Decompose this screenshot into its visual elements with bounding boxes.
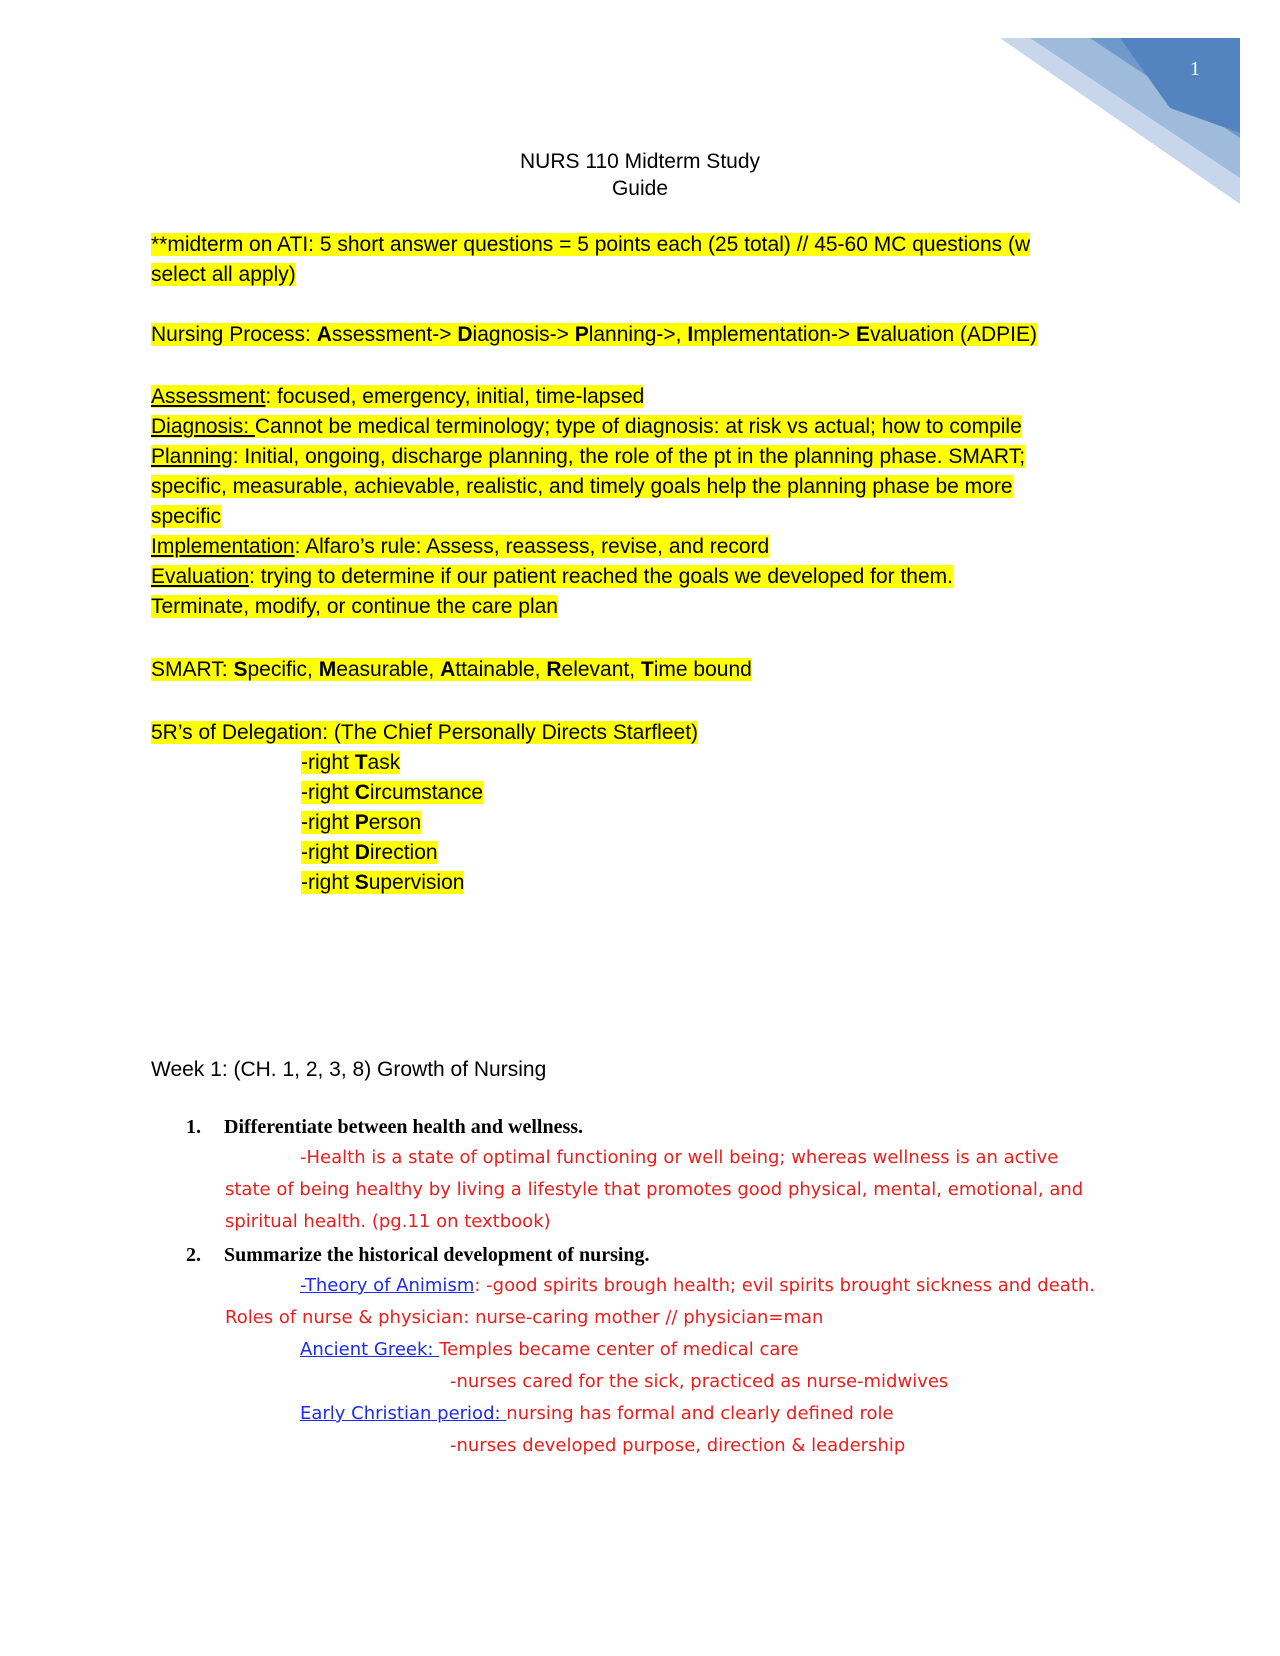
delegation-item: -right Task: [301, 751, 401, 774]
answer-line: state of being healthy by living a lifestyle that promotes good physical, mental, emotional, and: [225, 1179, 1084, 1200]
evaluation-text-2: Terminate, modify, or continue the care plan: [151, 595, 558, 618]
answer-line: spiritual health. (pg.11 on textbook): [225, 1211, 551, 1232]
smart-letter: S: [233, 658, 248, 681]
delegation: [151, 718, 1151, 898]
midterm-note: [151, 230, 1151, 290]
early-christian-period-link[interactable]: Early Christian period:: [300, 1403, 507, 1424]
smart-rest: easurable,: [336, 658, 441, 681]
delegation-item: -right Person: [301, 811, 422, 834]
question-2: [186, 1240, 650, 1270]
question-number: 1.: [186, 1116, 201, 1138]
planning-term: Planning: [151, 445, 233, 468]
delegation-item: -right Circumstance: [301, 781, 484, 804]
step-rest: ssessment->: [331, 323, 458, 346]
theory-of-animism-link[interactable]: Theory of Animism: [304, 1275, 475, 1296]
step-letter: I: [687, 323, 694, 346]
smart-letter: A: [440, 658, 456, 681]
question-text: Summarize the historical development of nursing.: [224, 1244, 650, 1266]
question-number: 2.: [186, 1244, 201, 1266]
adpie-details: [151, 382, 1151, 622]
step-letter: E: [856, 323, 871, 346]
midterm-note-line-2: select all apply): [151, 263, 296, 286]
smart-goals: [151, 655, 1151, 685]
greek-text: Temples became center of medical care: [439, 1339, 799, 1360]
answer-line: -nurses cared for the sick, practiced as nurse-midwives: [450, 1371, 949, 1392]
answer-line: [225, 1270, 1095, 1302]
answer-line: [225, 1334, 1095, 1366]
smart-letter: M: [318, 658, 337, 681]
title-line-2: Guide: [611, 177, 669, 200]
diagnosis-term: Diagnosis:: [151, 415, 255, 438]
smart-letter: T: [640, 658, 654, 681]
answer-line: -nurses developed purpose, direction & leadership: [450, 1435, 906, 1456]
implementation-term: Implementation: [151, 535, 295, 558]
animism-dash: -: [300, 1275, 305, 1296]
smart-rest: pecific,: [247, 658, 319, 681]
step-letter: A: [316, 323, 332, 346]
delegation-item: -right Supervision: [301, 871, 465, 894]
planning-text: : Initial, ongoing, discharge planning, the role of the pt in the planning phase. SMART;: [232, 445, 1026, 468]
answer-line: -Health is a state of optimal functioning or well being; whereas wellness is an active: [300, 1147, 1059, 1168]
planning-text-2: specific, measurable, achievable, realistic, and timely goals help the planning phase be more: [151, 475, 1013, 498]
week-1-heading: Week 1: (CH. 1, 2, 3, 8) Growth of Nursing: [151, 1058, 547, 1081]
step-rest: valuation (ADPIE): [870, 323, 1037, 346]
smart-rest: ttainable,: [455, 658, 547, 681]
smart-letter: R: [546, 658, 562, 681]
step-rest: lanning->,: [588, 323, 688, 346]
planning-text-3: specific: [151, 505, 222, 528]
smart-rest: ime bound: [653, 658, 752, 681]
question-text: Differentiate between health and wellness.: [224, 1116, 584, 1138]
answer-1: [225, 1142, 1083, 1238]
answer-2: [225, 1270, 1095, 1462]
step-rest: iagnosis->: [472, 323, 575, 346]
christian-text: nursing has formal and clearly defined role: [506, 1403, 894, 1424]
title-line-1: NURS 110 Midterm Study: [519, 150, 761, 173]
answer-line: [225, 1398, 1095, 1430]
diagnosis-text: Cannot be medical terminology; type of diagnosis: at risk vs actual; how to compile: [254, 415, 1022, 438]
page-number: 1: [1190, 58, 1200, 80]
animism-text: : -good spirits brough health; evil spirits brought sickness and death.: [474, 1275, 1096, 1296]
midterm-note-line-1: **midterm on ATI: 5 short answer questions = 5 points each (25 total) // 45-60 MC questions (w: [151, 233, 1031, 256]
smart-label: SMART:: [151, 658, 234, 681]
answer-line: Roles of nurse & physician: nurse-caring mother // physician=man: [225, 1307, 824, 1328]
delegation-heading: 5R’s of Delegation: (The Chief Personally Directs Starfleet): [151, 721, 699, 744]
step-rest: mplementation->: [693, 323, 857, 346]
assessment-text: : focused, emergency, initial, time-lapsed: [265, 385, 645, 408]
question-1: [186, 1112, 583, 1142]
step-letter: D: [457, 323, 473, 346]
evaluation-text: : trying to determine if our patient reached the goals we developed for them.: [249, 565, 953, 588]
nursing-process-label: Nursing Process:: [151, 323, 317, 346]
smart-rest: elevant,: [561, 658, 641, 681]
evaluation-term: Evaluation: [151, 565, 250, 588]
ancient-greek-link[interactable]: Ancient Greek:: [300, 1339, 440, 1360]
step-letter: P: [574, 323, 589, 346]
assessment-term: Assessment: [151, 385, 266, 408]
implementation-text: : Alfaro’s rule: Assess, reassess, revise, and record: [294, 535, 770, 558]
document-title: [440, 148, 840, 202]
nursing-process: [151, 320, 1151, 350]
delegation-item: -right Direction: [301, 841, 438, 864]
